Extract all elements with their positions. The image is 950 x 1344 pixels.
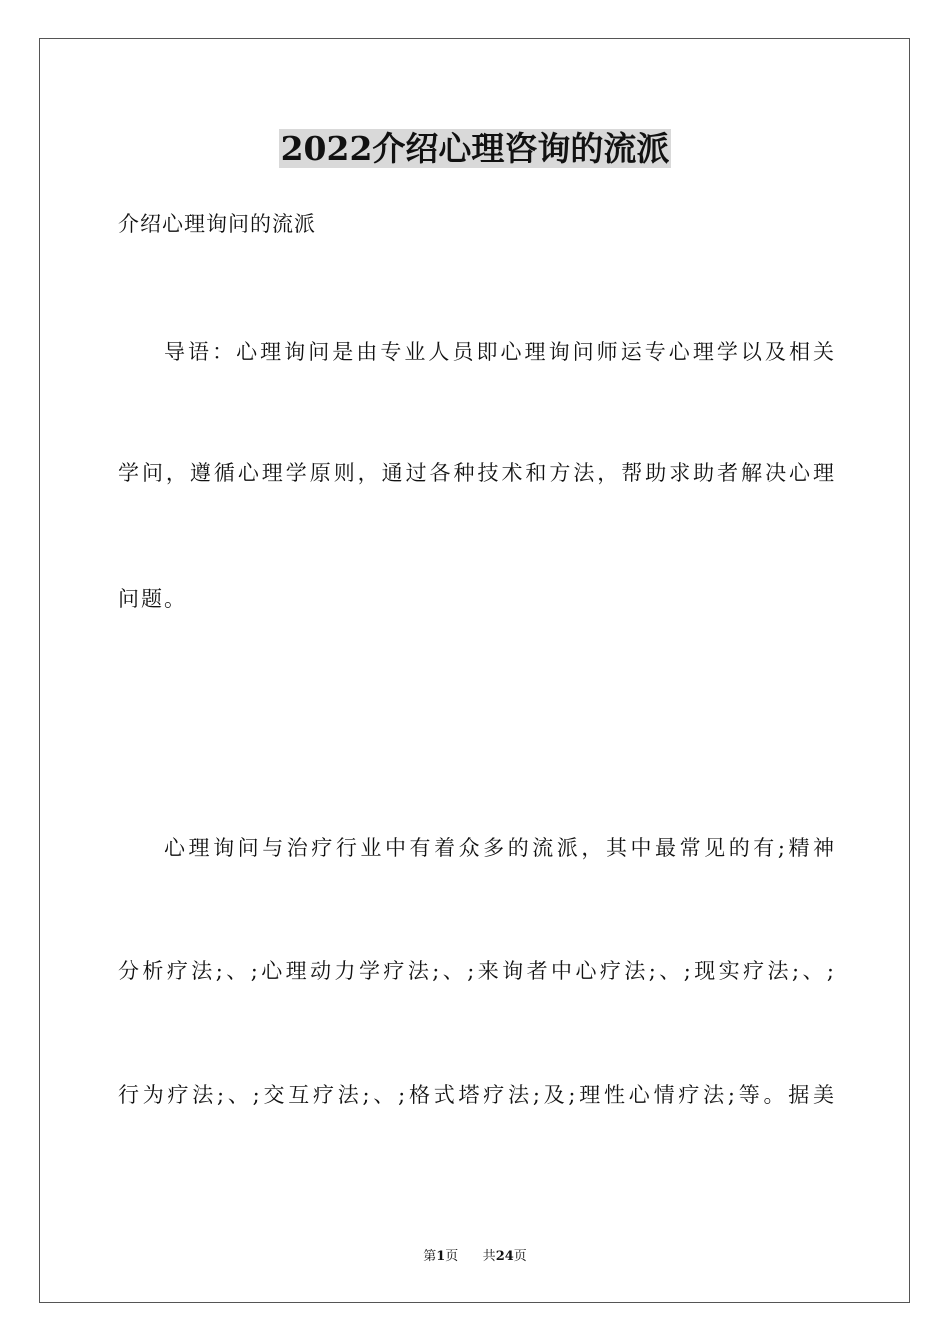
paragraph-2-line-3: 行为疗法;、;交互疗法;、;格式塔疗法;及;理性心情疗法;等。据美: [118, 1083, 834, 1107]
paragraph-2-line-1: 心理询问与治疗行业中有着众多的流派，其中最常见的有;精神: [164, 836, 834, 860]
paragraph-1-line-3: 问题。: [118, 587, 187, 611]
page-footer: [0, 1248, 950, 1266]
footer-total-prefix: 共: [482, 1249, 496, 1264]
document-title-text: 2022介绍心理咨询的流派: [280, 129, 670, 168]
document-title: [0, 128, 950, 170]
footer-total-suffix: 页: [513, 1249, 527, 1264]
paragraph-1-line-1: 导语：心理询问是由专业人员即心理询问师运专心理学以及相关: [164, 340, 834, 364]
footer-page-prefix: 第: [423, 1249, 437, 1264]
paragraph-1-line-2: 学问，遵循心理学原则，通过各种技术和方法，帮助求助者解决心理: [118, 461, 834, 485]
paragraph-2-line-2: 分析疗法;、;心理动力学疗法;、;来询者中心疗法;、;现实疗法;、;: [118, 959, 834, 983]
footer-total-pages: 24: [495, 1249, 514, 1264]
footer-page-number: 1: [436, 1249, 446, 1264]
footer-page-suffix: 页: [445, 1249, 459, 1264]
document-subtitle: 介绍心理询问的流派: [118, 212, 316, 236]
